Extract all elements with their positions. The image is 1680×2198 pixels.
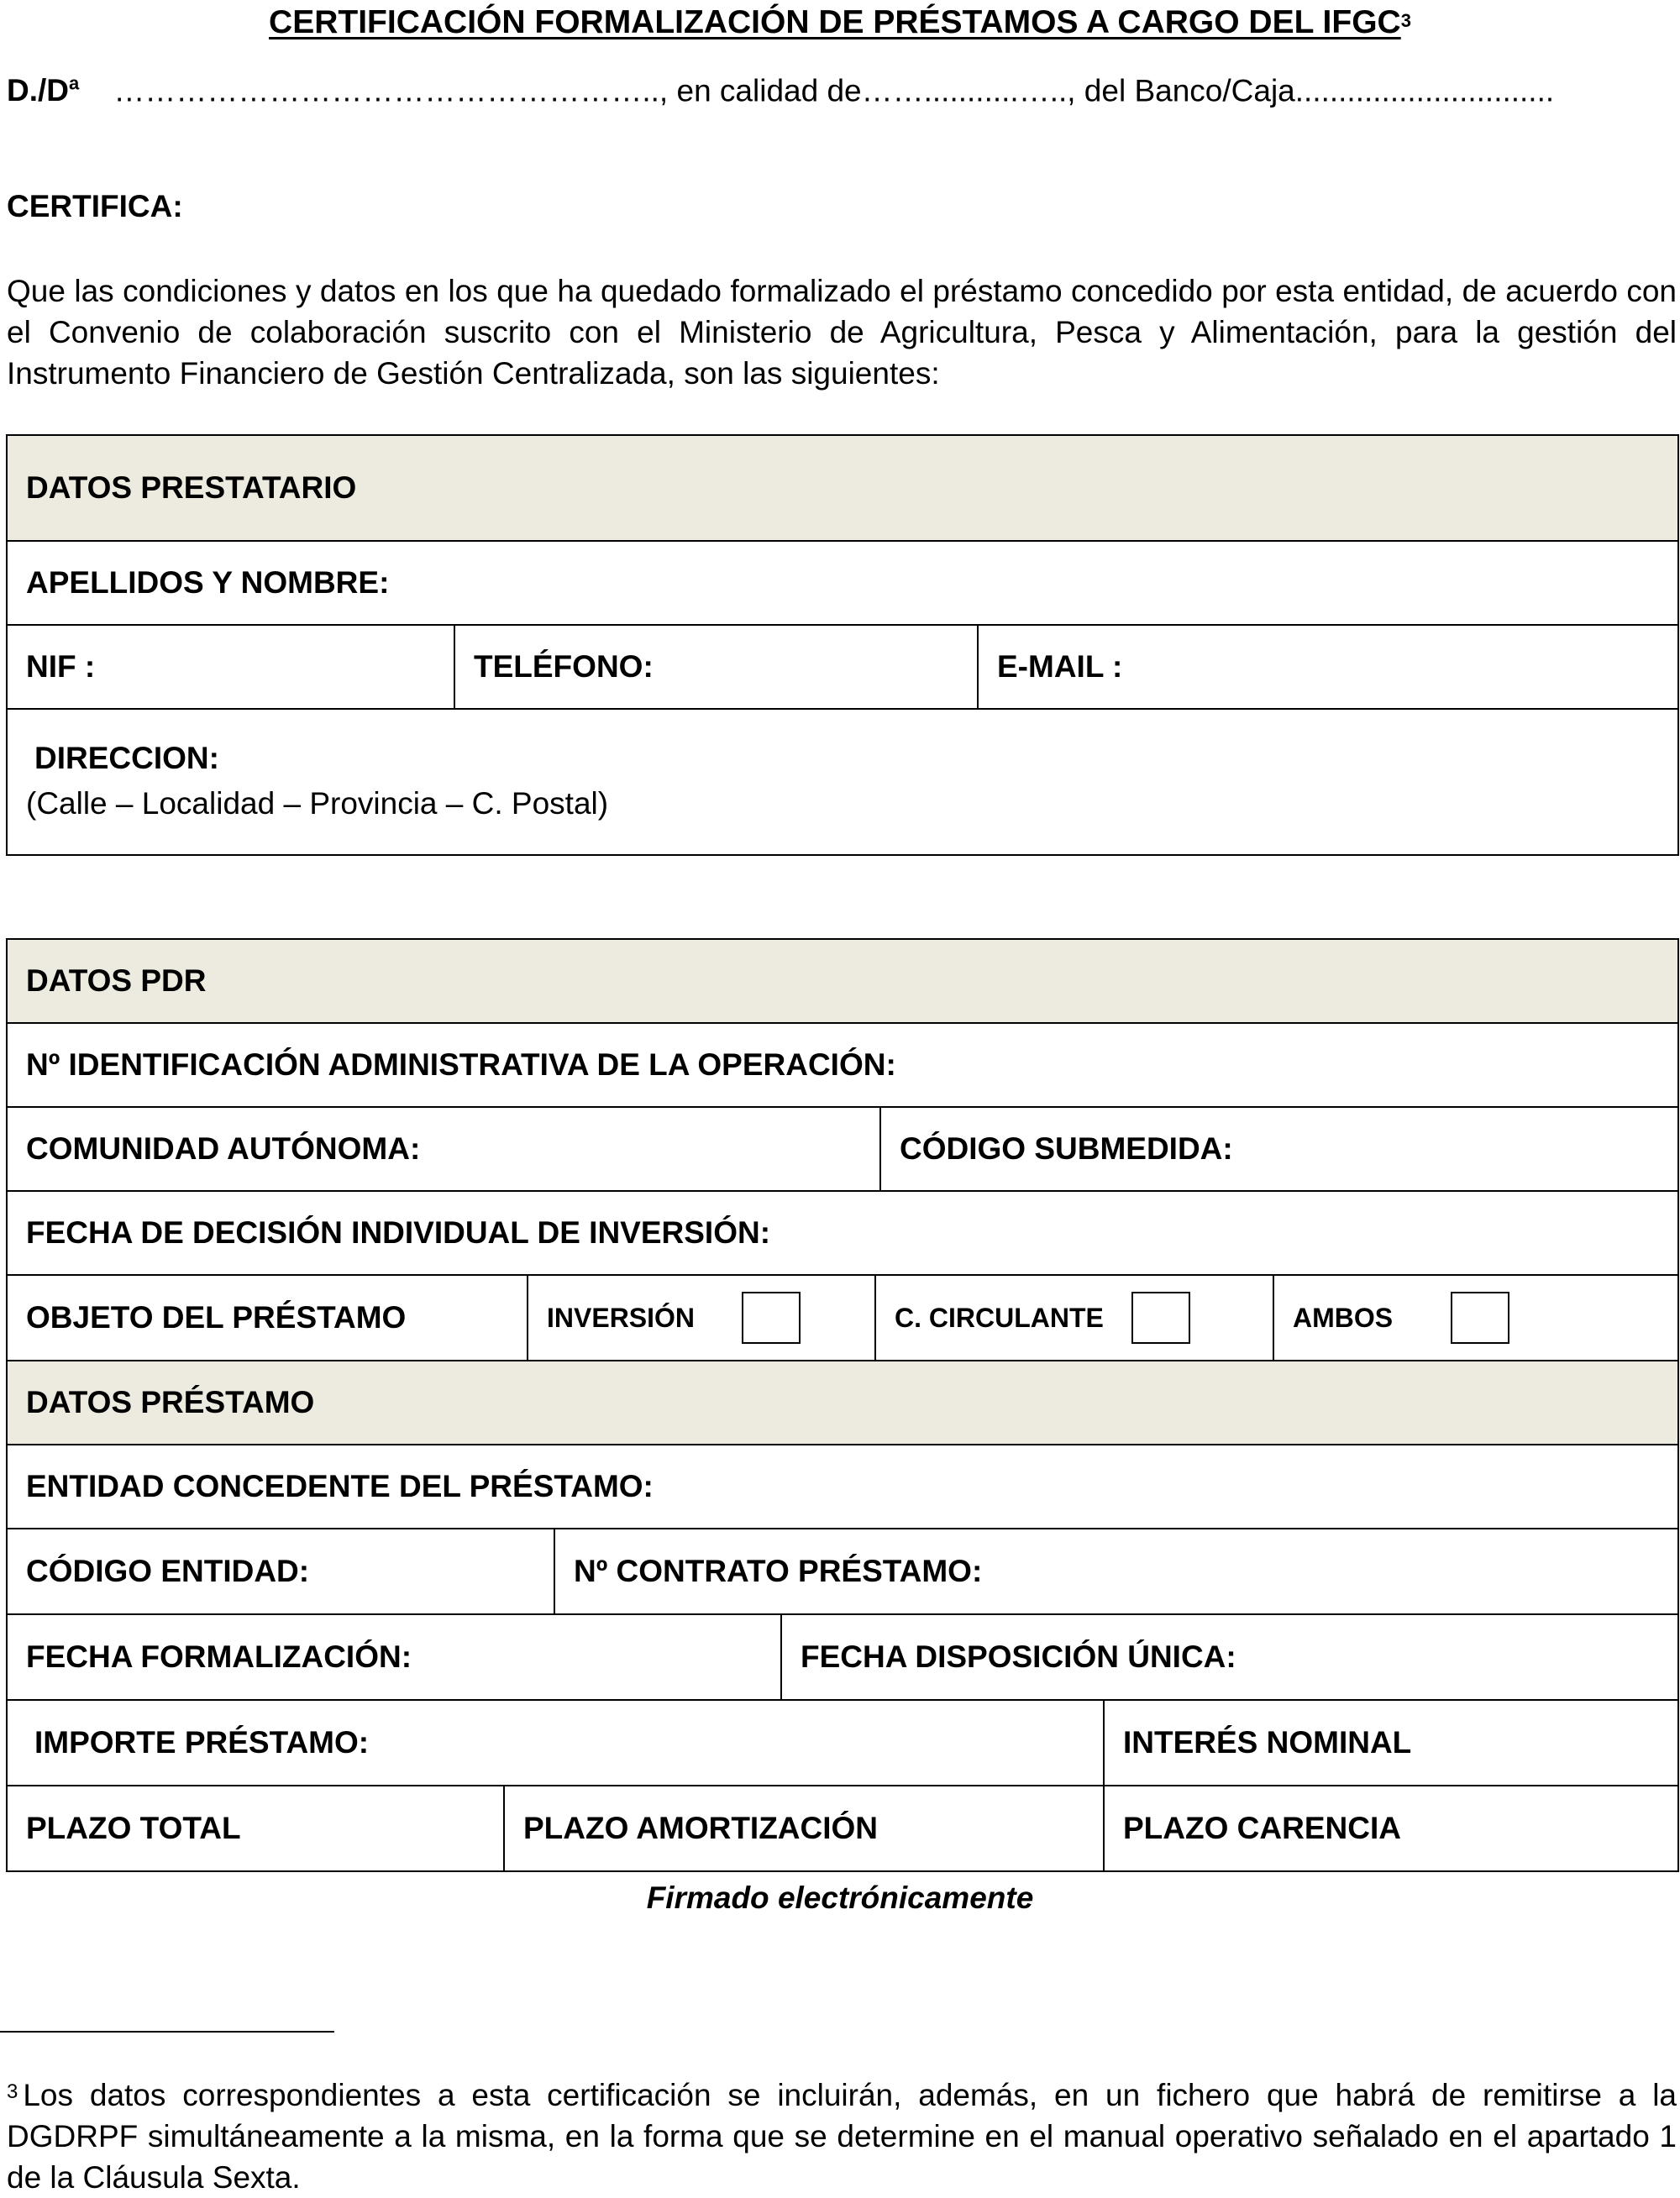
direccion-hint: (Calle – Localidad – Provincia – C. Postal) [26, 786, 609, 821]
fechas-row [7, 1614, 1678, 1700]
codigo-submedida-field[interactable]: CÓDIGO SUBMEDIDA: [880, 1107, 1678, 1191]
certifica-heading: CERTIFICA: [7, 189, 183, 223]
interes-nominal-field[interactable]: INTERÉS NOMINAL [1123, 1725, 1412, 1760]
direccion-field[interactable] [7, 709, 1678, 855]
prestamo-header: DATOS PRÉSTAMO [7, 1361, 1678, 1445]
fecha-decision-field[interactable]: FECHA DE DECISIÓN INDIVIDUAL DE INVERSIÓN: [7, 1191, 1678, 1275]
inversion-label: INVERSIÓN [547, 1302, 696, 1333]
objeto-prestamo-row [7, 1275, 1678, 1361]
pdr-header: DATOS PDR [7, 939, 1678, 1023]
objeto-prestamo-label: OBJETO DEL PRÉSTAMO [8, 1276, 528, 1360]
plazo-carencia-field[interactable]: PLAZO CARENCIA [1123, 1811, 1401, 1845]
declarant-label-sup: a [69, 73, 80, 94]
plazos-row [7, 1786, 1678, 1871]
codigo-contrato-row [7, 1529, 1678, 1614]
ambos-label: AMBOS [1293, 1302, 1394, 1333]
signed-note: Firmado electrónicamente [646, 1881, 1034, 1915]
prestatario-header: DATOS PRESTATARIO [7, 435, 1678, 541]
title-text: CERTIFICACIÓN FORMALIZACIÓN DE PRÉSTAMOS A CARGO DEL IFGC [269, 4, 1401, 40]
prestatario-table [6, 434, 1679, 856]
plazo-amortizacion-field[interactable]: PLAZO AMORTIZACIÓN [505, 1786, 1105, 1870]
declarant-line [7, 64, 1674, 111]
pdr-prestamo-table [6, 938, 1679, 1872]
inversion-checkbox[interactable] [742, 1292, 801, 1344]
nif-field[interactable]: NIF : [7, 625, 454, 709]
declarant-label: D./D [7, 73, 69, 108]
direccion-label: DIRECCION: [34, 741, 219, 775]
n-contrato-field[interactable]: Nº CONTRATO PRÉSTAMO: [574, 1554, 983, 1588]
footnote-text: Los datos correspondientes a esta certificación se incluirán, además, en un fichero que habrá de remitirse a la DGDRPF simultáneamente a la misma, en la forma que se determine en el manual operativo señalado en el apartado 1 de la Cláusula Sexta. [7, 2078, 1677, 2195]
circulante-checkbox[interactable] [1131, 1292, 1190, 1344]
fecha-disposicion-field[interactable]: FECHA DISPOSICIÓN ÚNICA: [801, 1639, 1236, 1674]
n-identificacion-field[interactable]: Nº IDENTIFICACIÓN ADMINISTRATIVA DE LA OPERACIÓN: [7, 1023, 1678, 1107]
document-title [0, 2, 1680, 44]
title-footnote-ref: 3 [1400, 10, 1411, 31]
option-circulante[interactable] [876, 1276, 1274, 1360]
plazo-total-field[interactable]: PLAZO TOTAL [8, 1786, 505, 1870]
circulante-label: C. CIRCULANTE [895, 1302, 1104, 1333]
footnote-number: 3 [7, 2080, 18, 2103]
importe-field[interactable]: IMPORTE PRÉSTAMO: [8, 1701, 1105, 1785]
ambos-checkbox[interactable] [1451, 1292, 1509, 1344]
telefono-field[interactable]: TELÉFONO: [454, 625, 978, 709]
codigo-entidad-field[interactable]: CÓDIGO ENTIDAD: [8, 1529, 555, 1613]
entidad-concedente-field[interactable]: ENTIDAD CONCEDENTE DEL PRÉSTAMO: [7, 1445, 1678, 1529]
declarant-fill-line: …………………………………………….., en calidad de……...........….., del Banco/Caja.............................. [113, 73, 1555, 108]
email-field[interactable]: E-MAIL : [978, 625, 1678, 709]
importe-interes-row [7, 1700, 1678, 1786]
option-ambos[interactable] [1274, 1276, 1677, 1360]
option-inversion[interactable] [528, 1276, 876, 1360]
comunidad-autonoma-field[interactable]: COMUNIDAD AUTÓNOMA: [7, 1107, 880, 1191]
footnote [7, 2075, 1677, 2198]
fecha-formalizacion-field[interactable]: FECHA FORMALIZACIÓN: [8, 1615, 782, 1699]
intro-paragraph: Que las condiciones y datos en los que ha quedado formalizado el préstamo concedido por esta entidad, de acuerdo con el Convenio de colaboración suscrito con el Ministerio de Agricultura, Pesca y Alimentación, para la gestión del Instrumento Financiero de Gestión Centralizada, son las siguientes: [7, 274, 1677, 391]
footnote-separator [0, 2031, 334, 2033]
apellidos-nombre-field[interactable]: APELLIDOS Y NOMBRE: [7, 541, 1678, 625]
